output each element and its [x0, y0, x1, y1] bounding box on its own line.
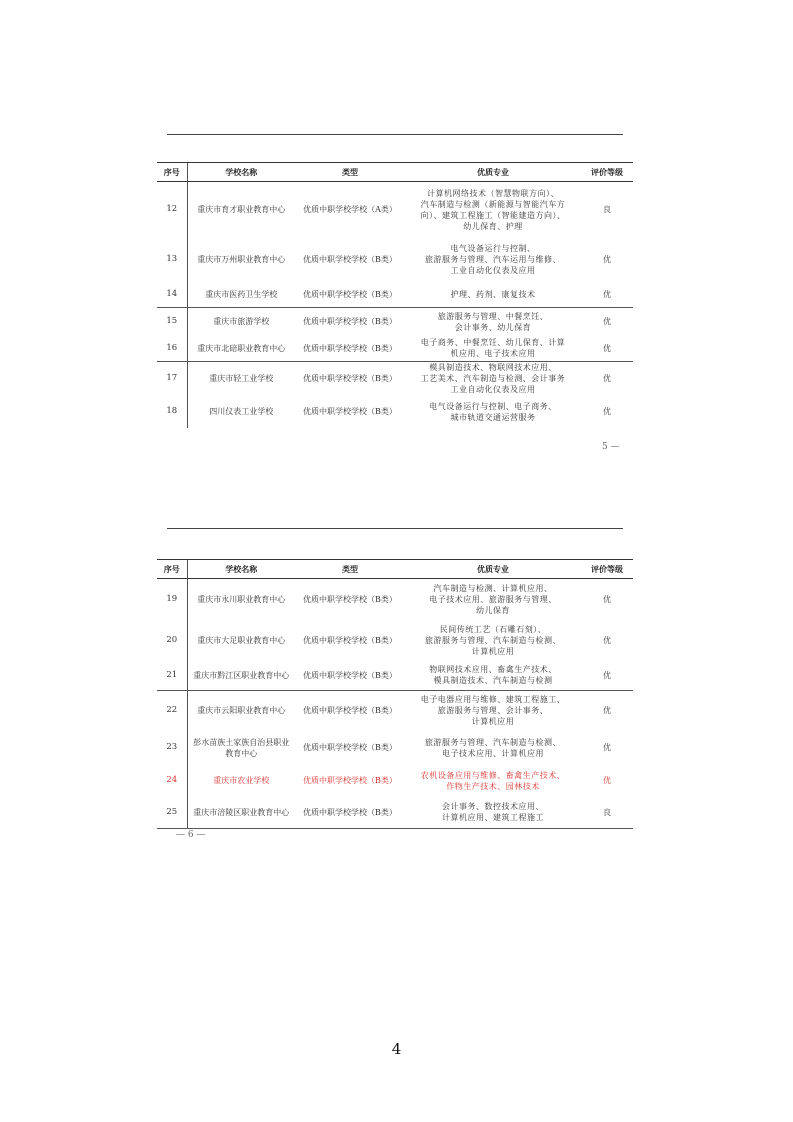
header-rule [167, 528, 623, 529]
row-school: 重庆市云阳职业教育中心 [187, 691, 295, 731]
header-majors: 优质专业 [405, 560, 581, 579]
row-grade: 优 [603, 636, 611, 645]
header-majors: 优质专业 [405, 163, 581, 182]
row-majors [405, 579, 581, 621]
header-type: 类型 [295, 163, 405, 182]
row-type: 优质中职学校学校（B类） [303, 636, 397, 645]
row-type: 优质中职学校学校（B类） [303, 255, 397, 264]
table-row [157, 396, 633, 428]
major-line: 机应用、电子技术应用 [450, 349, 536, 359]
page-number: — 6 — [176, 830, 206, 840]
table-row [157, 238, 633, 282]
row-type: 优质中职学校学校（B类） [303, 289, 397, 299]
table-row [157, 797, 633, 829]
row-type: 优质中职学校学校（B类） [303, 670, 397, 680]
major-line: 护理、药剂、康复技术 [450, 289, 536, 299]
major-line: 幼儿保育、护理 [463, 221, 523, 231]
row-grade: 良 [581, 797, 633, 829]
row-grade: 优 [603, 289, 611, 299]
header-type: 类型 [295, 560, 405, 579]
table-row [157, 621, 633, 661]
major-line: 民间传统工艺（石雕石刻）、 [439, 625, 547, 634]
row-grade: 优 [581, 308, 633, 336]
table-header-row [157, 163, 633, 182]
row-seq: 12 [166, 204, 178, 215]
row-school: 重庆市轻工业学校 [187, 362, 295, 396]
row-grade: 优 [603, 595, 611, 605]
row-majors [405, 731, 581, 765]
table-row [157, 731, 633, 765]
row-type: 优质中职学校学校（B类） [295, 362, 405, 396]
row-type: 优质中职学校学校（B类） [303, 743, 397, 752]
major-line: 农机设备应用与维修、畜禽生产技术、 [420, 770, 566, 780]
row-school: 重庆市涪陵区职业教育中心 [187, 797, 295, 829]
row-majors [405, 691, 581, 731]
header-grade: 评价等级 [581, 163, 633, 182]
row-seq: 19 [166, 594, 178, 605]
row-type: 优质中职学校学校（B类） [295, 691, 405, 731]
major-line: 旅游服务与管理、汽车运用与维修、 [425, 255, 561, 264]
row-type: 优质中职学校学校（B类） [303, 595, 397, 605]
row-seq: 23 [166, 742, 178, 752]
major-line: 工艺美术、汽车制造与检测、会计事务 [420, 374, 566, 384]
major-line: 工业自动化仪表及应用 [450, 266, 536, 275]
major-line: 城市轨道交通运营服务 [450, 412, 536, 422]
major-line: 旅游服务与管理、中餐烹饪、 [437, 311, 549, 321]
row-grade: 良 [603, 205, 611, 215]
row-majors [405, 362, 581, 396]
table-row-highlighted [157, 765, 633, 797]
table-row [157, 661, 633, 691]
major-line: 作物生产技术、园林技术 [446, 781, 540, 791]
table-header-row [157, 560, 633, 579]
row-school: 四川仪表工业学校 [187, 396, 295, 428]
row-majors [405, 661, 581, 691]
row-majors [405, 621, 581, 661]
row-school: 重庆市大足职业教育中心 [187, 621, 295, 661]
row-majors [405, 238, 581, 282]
school-table-page-5 [157, 162, 633, 428]
row-seq: 20 [166, 635, 178, 645]
row-grade: 优 [603, 743, 611, 752]
row-school: 重庆市万州职业教育中心 [187, 238, 295, 282]
major-line: 计算机应用 [471, 717, 515, 727]
table-row [157, 362, 633, 396]
row-type: 优质中职学校学校（B类） [303, 776, 397, 785]
row-seq: 17 [157, 362, 187, 396]
table-row [157, 308, 633, 336]
row-seq: 14 [166, 288, 178, 299]
row-school: 重庆市育才职业教育中心 [187, 182, 295, 238]
major-line: 电子商务、中餐烹饪、幼儿保育、计算 [420, 338, 566, 348]
row-school: 彭水苗族土家族自治县职业教育中心 [187, 731, 295, 765]
major-line: 幼儿保育 [476, 606, 510, 616]
row-majors [405, 282, 581, 308]
row-seq: 15 [157, 308, 187, 336]
major-line: 模具制造技术、物联网技术应用、 [429, 363, 557, 373]
row-majors [405, 797, 581, 829]
table-row [157, 182, 633, 238]
row-seq: 22 [157, 691, 187, 731]
row-majors [405, 765, 581, 797]
row-school: 重庆市黔江区职业教育中心 [187, 661, 295, 691]
row-type: 优质中职学校学校（A类） [303, 205, 397, 215]
row-school: 重庆市农业学校 [187, 765, 295, 797]
major-line: 计算机应用、建筑工程施工 [442, 813, 544, 823]
major-line: 会计事务、幼儿保育 [454, 322, 532, 332]
row-grade: 优 [581, 691, 633, 731]
row-seq: 13 [166, 254, 178, 264]
header-rule [167, 134, 623, 135]
table-row [157, 336, 633, 362]
header-school: 学校名称 [187, 560, 295, 579]
header-grade: 评价等级 [581, 560, 633, 579]
row-type: 优质中职学校学校（B类） [295, 797, 405, 829]
row-grade: 优 [581, 362, 633, 396]
row-seq: 16 [166, 342, 178, 353]
major-line: 电气设备运行与控制、电子商务、 [429, 401, 557, 411]
major-line: 模具制造技术、汽车制造与检测 [433, 676, 553, 686]
row-grade: 优 [603, 776, 611, 785]
table-row [157, 579, 633, 621]
row-majors [405, 396, 581, 428]
row-grade: 优 [603, 670, 611, 680]
row-seq: 21 [166, 669, 178, 680]
row-type: 优质中职学校学校（B类） [303, 407, 397, 416]
school-table-page-6 [157, 559, 633, 829]
row-school: 重庆市医药卫生学校 [187, 282, 295, 308]
row-seq: 25 [157, 797, 187, 829]
row-grade: 优 [603, 255, 611, 264]
header-seq: 序号 [157, 163, 187, 182]
row-type: 优质中职学校学校（B类） [303, 343, 397, 353]
row-seq: 24 [166, 775, 178, 785]
row-majors [405, 336, 581, 362]
row-grade: 优 [603, 343, 611, 353]
header-school: 学校名称 [187, 163, 295, 182]
major-line: 电子技术应用、旅游服务与管理、 [429, 595, 557, 605]
row-school: 重庆市旅游学校 [187, 308, 295, 336]
major-line: 旅游服务与管理、会计事务、 [437, 706, 549, 716]
row-majors [405, 182, 581, 238]
major-line: 电子电器应用与维修、建筑工程施工、 [420, 695, 566, 705]
page-number: 5 — [602, 442, 620, 452]
footer-page-number: 4 [391, 1040, 402, 1058]
table-row [157, 282, 633, 308]
major-line: 旅游服务与管理、汽车制造与检测、 [425, 737, 561, 747]
major-line: 电子技术应用、计算机应用 [442, 748, 544, 758]
row-majors [405, 308, 581, 336]
major-line: 会计事务、数控技术应用、 [442, 802, 544, 812]
major-line: 电气设备运行与控制、 [450, 244, 536, 253]
major-line: 旅游服务与管理、汽车制造与检测、 [425, 636, 561, 645]
row-school: 重庆市北碚职业教育中心 [187, 336, 295, 362]
row-seq: 18 [166, 406, 178, 416]
header-seq: 序号 [157, 560, 187, 579]
row-school: 重庆市永川职业教育中心 [187, 579, 295, 621]
major-line: 向）、建筑工程施工（智能建造方向）、 [420, 210, 566, 220]
row-type: 优质中职学校学校（B类） [295, 308, 405, 336]
major-line: 物联网技术应用、畜禽生产技术、 [429, 665, 557, 675]
table-row [157, 691, 633, 731]
row-grade: 优 [603, 407, 611, 416]
major-line: 汽车制造与检测（新能源与智能汽车方 [420, 199, 566, 209]
major-line: 汽车制造与检测、计算机应用、 [433, 584, 553, 594]
major-line: 计算机应用 [471, 647, 515, 656]
major-line: 工业自动化仪表及应用 [450, 385, 536, 395]
major-line: 计算机网络技术（智慧物联方向）、 [427, 188, 559, 198]
